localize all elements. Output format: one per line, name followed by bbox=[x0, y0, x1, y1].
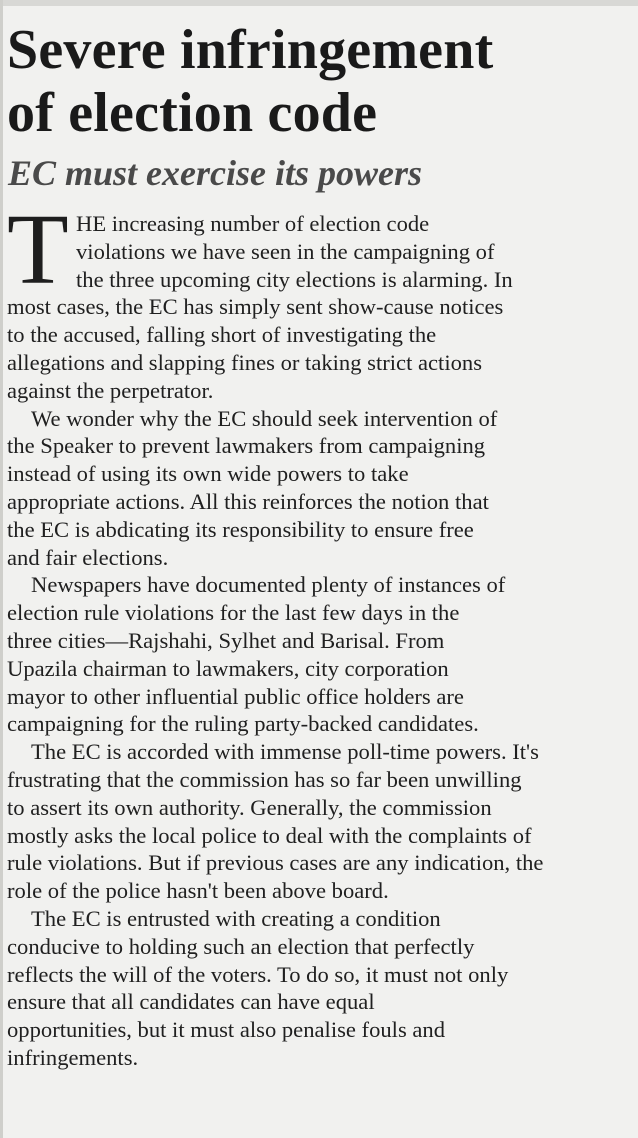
top-rule bbox=[0, 0, 638, 6]
paragraph-line: three cities—Rajshahi, Sylhet and Barisal. From bbox=[7, 627, 445, 653]
paragraph-line: allegations and slapping fines or taking strict actions bbox=[7, 349, 482, 375]
editorial-article bbox=[7, 19, 631, 1072]
paragraph-3 bbox=[7, 571, 631, 738]
paragraph-line: ensure that all candidates can have equal bbox=[7, 989, 375, 1015]
paragraph-line: conducive to holding such an election that perfectly bbox=[7, 933, 475, 959]
paragraph-line: The EC is entrusted with creating a condition bbox=[31, 905, 441, 931]
paragraph-line: role of the police hasn't been above board. bbox=[7, 878, 389, 904]
paragraph-2 bbox=[7, 405, 631, 572]
paragraph-line: appropriate actions. All this reinforces the notion that bbox=[7, 488, 489, 514]
paragraph-line: We wonder why the EC should seek intervention of bbox=[31, 405, 498, 431]
subheadline: EC must exercise its powers bbox=[8, 153, 423, 193]
headline-line-2: of election code bbox=[7, 82, 378, 144]
paragraph-line: The EC is accorded with immense poll-time powers. It's bbox=[31, 739, 539, 765]
paragraph-line: rule violations. But if previous cases are any indication, the bbox=[7, 850, 544, 876]
left-page-edge bbox=[0, 0, 3, 1138]
paragraph-line: the three upcoming city elections is alarming. In bbox=[76, 266, 513, 292]
paragraph-line: Upazila chairman to lawmakers, city corporation bbox=[7, 655, 449, 681]
paragraph-line: Newspapers have documented plenty of instances of bbox=[31, 572, 506, 598]
paragraph-line: the EC is abdicating its responsibility to ensure free bbox=[7, 516, 474, 542]
paragraph-line: election rule violations for the last few days in the bbox=[7, 600, 460, 626]
paragraph-line: HE increasing number of election code bbox=[76, 211, 430, 236]
paragraph-line: violations we have seen in the campaigning of bbox=[76, 238, 495, 264]
paragraph-line: frustrating that the commission has so far been unwilling bbox=[7, 766, 522, 792]
article-body bbox=[7, 193, 631, 1072]
paragraph-line: instead of using its own wide powers to take bbox=[7, 461, 409, 487]
paragraph-line: mostly asks the local police to deal with the complaints of bbox=[7, 822, 532, 848]
paragraph-line: and fair elections. bbox=[7, 544, 169, 570]
paragraph-line: to the accused, falling short of investigating the bbox=[7, 322, 437, 348]
paragraph-line: opportunities, but it must also penalise fouls and bbox=[7, 1017, 446, 1043]
headline-line-1: Severe infringement bbox=[7, 19, 494, 81]
headline bbox=[7, 19, 631, 145]
paragraph-4 bbox=[7, 738, 631, 905]
paragraph-line: infringements. bbox=[7, 1044, 139, 1070]
paragraph-line: most cases, the EC has simply sent show-cause notices bbox=[7, 294, 504, 320]
paragraph-line: to assert its own authority. Generally, the commission bbox=[7, 794, 492, 820]
paragraph-line: mayor to other influential public office holders are bbox=[7, 683, 464, 709]
paragraph-1 bbox=[7, 193, 631, 405]
paragraph-line: campaigning for the ruling party-backed candidates. bbox=[7, 711, 479, 737]
paragraph-line: the Speaker to prevent lawmakers from campaigning bbox=[7, 433, 486, 459]
paragraph-5 bbox=[7, 905, 631, 1072]
paragraph-line: reflects the will of the voters. To do so, it must not only bbox=[7, 961, 509, 987]
drop-cap: T bbox=[7, 193, 69, 305]
paragraph-line: against the perpetrator. bbox=[7, 377, 214, 403]
